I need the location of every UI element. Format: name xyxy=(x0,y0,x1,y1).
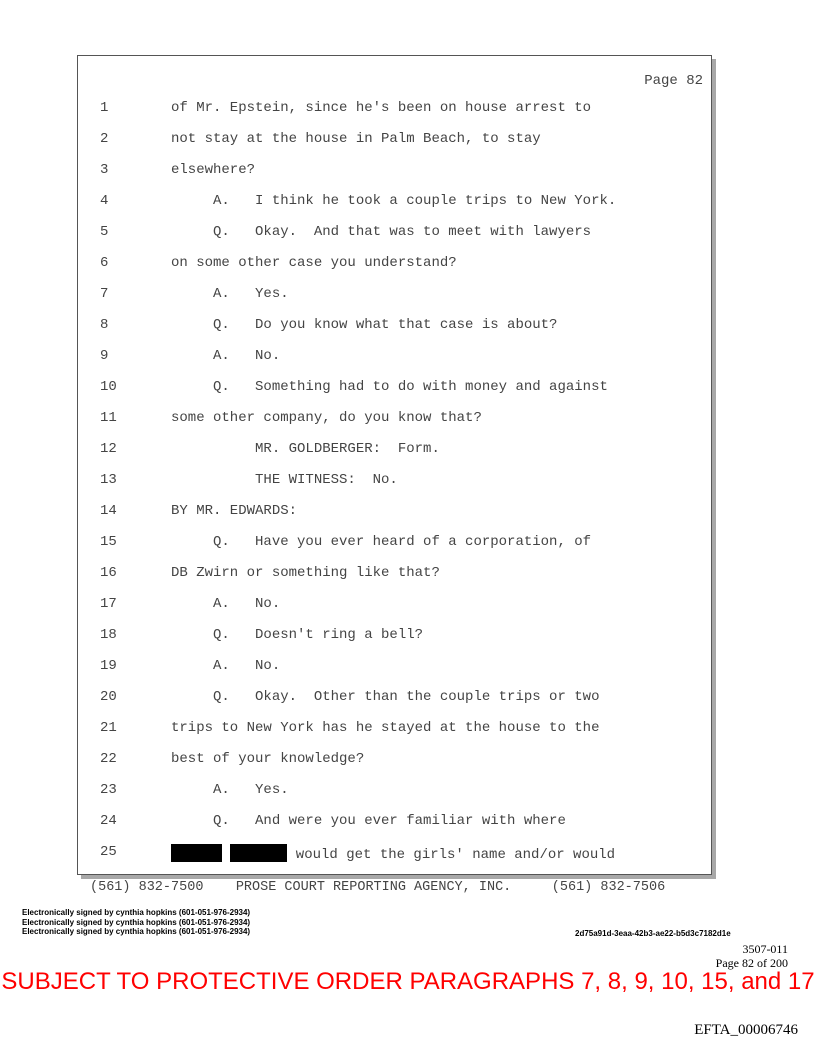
transcript-line: elsewhere? xyxy=(171,162,256,178)
line-number: 9 xyxy=(100,348,109,364)
transcript-line: Q. Doesn't ring a bell? xyxy=(171,627,424,643)
transcript-line: A. Yes. xyxy=(171,286,289,302)
signature-line: Electronically signed by cynthia hopkins (601-051-976-2934) xyxy=(22,908,251,917)
transcript-line: A. No. xyxy=(171,596,281,612)
transcript-line: not stay at the house in Palm Beach, to stay xyxy=(171,131,541,147)
exhibit-code: 3507-011 xyxy=(742,942,788,956)
transcript-line: A. No. xyxy=(171,658,281,674)
line-number: 13 xyxy=(100,472,117,488)
line-number: 10 xyxy=(100,379,117,395)
line-number: 15 xyxy=(100,534,117,550)
signature-line: Electronically signed by cynthia hopkins (601-051-976-2934) xyxy=(22,927,251,936)
transcript-line: trips to New York has he stayed at the house to the xyxy=(171,720,600,736)
transcript-line: Q. And were you ever familiar with where xyxy=(171,813,566,829)
line-number: 7 xyxy=(100,286,109,302)
transcript-line: Q. Something had to do with money and against xyxy=(171,379,608,395)
line-number: 4 xyxy=(100,193,109,209)
transcript-line: Q. Okay. And that was to meet with lawyers xyxy=(171,224,592,240)
line-number: 5 xyxy=(100,224,109,240)
line-number: 2 xyxy=(100,131,109,147)
redaction-box xyxy=(171,844,222,862)
bates-number: EFTA_00006746 xyxy=(694,1022,798,1038)
transcript-page xyxy=(77,55,712,875)
line-number: 25 xyxy=(100,844,117,860)
signature-line: Electronically signed by cynthia hopkins (601-051-976-2934) xyxy=(22,917,251,927)
transcript-line: of Mr. Epstein, since he's been on house arrest to xyxy=(171,100,592,116)
transcript-line: BY MR. EDWARDS: xyxy=(171,503,298,519)
transcript-line: A. Yes. xyxy=(171,782,289,798)
transcript-line: THE WITNESS: No. xyxy=(171,472,398,488)
line-number: 18 xyxy=(100,627,117,643)
line-number: 11 xyxy=(100,410,117,426)
line-number: 17 xyxy=(100,596,117,612)
exhibit-info xyxy=(716,942,788,970)
line-number: 21 xyxy=(100,720,117,736)
line-number: 6 xyxy=(100,255,109,271)
line-number: 12 xyxy=(100,441,117,457)
line-number: 22 xyxy=(100,751,117,767)
line-number: 24 xyxy=(100,813,117,829)
line-number: 1 xyxy=(100,100,109,116)
reporter-footer: (561) 832-7500 PROSE COURT REPORTING AGENCY, INC. (561) 832-7506 xyxy=(90,880,666,895)
line-number: 19 xyxy=(100,658,117,674)
transcript-line-text: would get the girls' name and/or would xyxy=(287,847,616,863)
transcript-line: on some other case you understand? xyxy=(171,255,457,271)
transcript-line: DB Zwirn or something like that? xyxy=(171,565,440,581)
signature-block xyxy=(22,908,250,937)
line-number: 14 xyxy=(100,503,117,519)
page-of: Page 82 of 200 xyxy=(715,956,788,970)
line-number: 16 xyxy=(100,565,117,581)
transcript-line: some other company, do you know that? xyxy=(171,410,482,426)
protective-order-notice: SUBJECT TO PROTECTIVE ORDER PARAGRAPHS 7, 8, 9, 10, 15, and 17 xyxy=(1,968,815,995)
transcript-line: Q. Okay. Other than the couple trips or two xyxy=(171,689,600,705)
transcript-line: MR. GOLDBERGER: Form. xyxy=(171,441,440,457)
line-number: 3 xyxy=(100,162,109,178)
document-hash: 2d75a91d-3eaa-42b3-ae22-b5d3c7182d1e xyxy=(575,929,731,938)
line-number: 23 xyxy=(100,782,117,798)
transcript-line: best of your knowledge? xyxy=(171,751,365,767)
page-label: Page 82 xyxy=(644,73,703,89)
transcript-line-redacted xyxy=(171,844,615,863)
transcript-line: A. I think he took a couple trips to New York. xyxy=(171,193,617,209)
transcript-line: A. No. xyxy=(171,348,281,364)
transcript-line: Q. Do you know what that case is about? xyxy=(171,317,558,333)
line-number: 8 xyxy=(100,317,109,333)
redaction-box xyxy=(230,844,287,862)
line-number: 20 xyxy=(100,689,117,705)
transcript-line: Q. Have you ever heard of a corporation, of xyxy=(171,534,592,550)
